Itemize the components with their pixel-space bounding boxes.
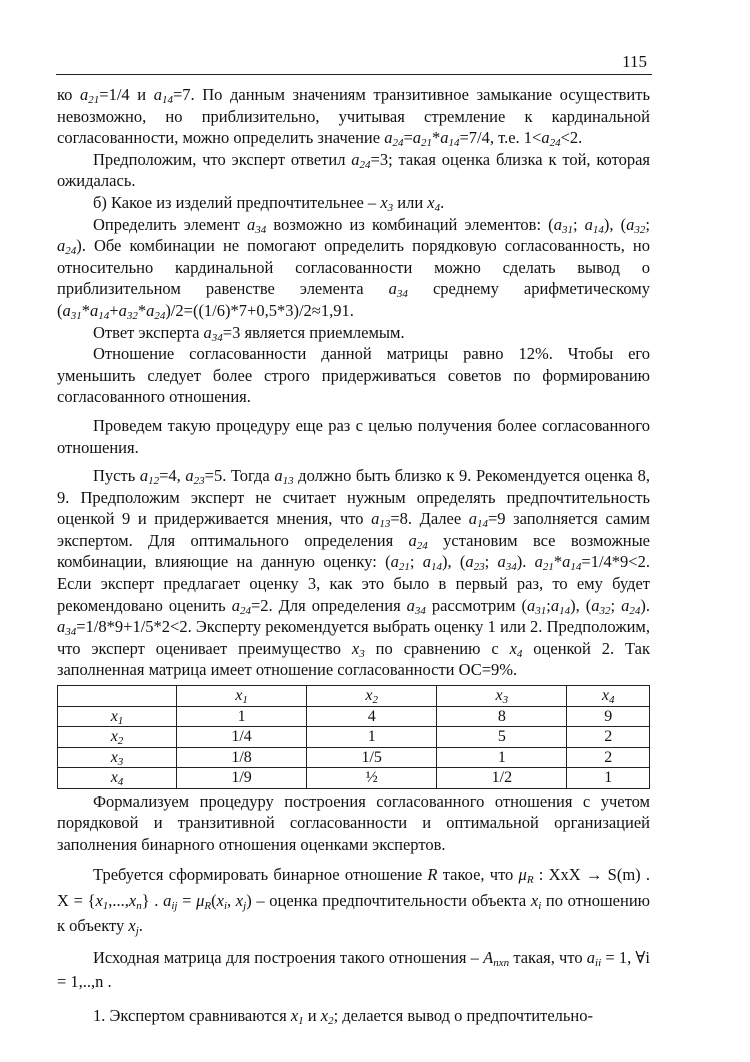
table-cell: 2 — [567, 747, 650, 768]
header-rule — [56, 74, 652, 75]
paragraph: Определить элемент $a_{34}$ возможно из комбинаций элементов: ($a_{31}$; $a_{14}$), ($a_{32}$; $a_{24}$). Обе комбинации не помогают определить порядковую согласованность, но относительно кардинальной согласованности можно сделать вывод о приблизительном равенстве элемента $a_{34}$ среднему арифметическому $(a_{31}*a_{14}+a_{32}*a_{24})/2=((1/6)*7+0,5*3)/2\approx 1,91$. — [57, 214, 650, 322]
paragraph: Формализуем процедуру построения согласованного отношения с учетом порядковой и транзитивной согласованности и оптимальной организацией заполнения бинарного отношения оценками экспертов. — [57, 791, 650, 854]
paragraph: Исходная матрица для построения такого отношения – $A_{nxn}$ такая, что $a_{ii} = 1$, ∀i = 1,..,n . — [57, 947, 650, 991]
paragraph: б) Какое из изделий предпочтительнее – $x_3$ или $x_4$. — [93, 192, 445, 214]
table-cell: 1 — [567, 768, 650, 789]
paragraph: Ответ эксперта $a_{34}=3$ является приемлемым. — [93, 322, 405, 344]
table-row-label: $x_4$ — [58, 768, 177, 789]
paragraph: Проведем такую процедуру еще раз с целью получения более согласованного отношения. — [57, 415, 650, 457]
table-row — [58, 768, 650, 789]
table-cell: 5 — [437, 727, 567, 748]
table-header-cell: $x_3$ — [437, 686, 567, 707]
paragraph: ко $a_{21}=1/4$ и $a_{14}=7$. По данным значениям транзитивное замыкание осуществить невозможно, но приблизительно, учитывая стремление к кардинальной согласованности, можно определить значение $a_{24}=a_{21}*a_{14}=7/4$, т.е. $1<a_{24}<2$. — [57, 85, 650, 150]
table-row — [58, 706, 650, 727]
table-row — [58, 727, 650, 748]
table-header-row — [58, 686, 650, 707]
table-header-cell: $x_2$ — [307, 686, 437, 707]
table-row-label: $x_2$ — [58, 727, 177, 748]
table-cell: 8 — [437, 706, 567, 727]
page-number: 115 — [622, 52, 647, 71]
table-cell: 1 — [177, 706, 307, 727]
page-body — [57, 84, 650, 1026]
table-cell: ½ — [307, 768, 437, 789]
table-row-label: $x_1$ — [58, 706, 177, 727]
table-cell: 1 — [307, 727, 437, 748]
paragraph: Предположим, что эксперт ответил $a_{24}=3$; такая оценка близка к той, которая ожидалась. — [57, 149, 650, 191]
table-cell: 1/4 — [177, 727, 307, 748]
paragraph: 1. Экспертом сравниваются $x_1$ и $x_2$; делается вывод о предпочтительно- — [93, 1005, 593, 1027]
table-cell: 1 — [437, 747, 567, 768]
table-cell: 1/2 — [437, 768, 567, 789]
table-cell: 9 — [567, 706, 650, 727]
table-row-label: $x_3$ — [58, 747, 177, 768]
paragraph: Пусть $a_{12}=4$, $a_{23}=5$. Тогда $a_{13}$ должно быть близко к 9. Рекомендуется оценка 8, 9. Предположим эксперт не считает нужным определять предпочтительность оценкой 9 и придерживается мнения, что $a_{13}=8$. Далее $a_{14}=9$ заполняется самим экспертом. Для оптимального определения $a_{24}$ установим все возможные комбинации, влияющие на данную оценку: ($a_{21}$; $a_{14}$), ($a_{23}$; $a_{34}$). $a_{21}*a_{14}=1/4*9<2$. Если эксперт предлагает оценку 3, как это было в первый раз, то ему будет рекомендовано оценить $a_{24}=2$. Для определения $a_{34}$ рассмотрим $(a_{31};a_{14})$, ($a_{32}$; $a_{24}$). $a_{34}=1/8*9+1/5*2<2$. Эксперту рекомендуется выбрать оценку 1 или 2. Предположим, что эксперт оценивает преимущество $x_3$ по сравнению с $x_4$ оценкой 2. Так заполненная матрица имеет отношение согласованности ОС=9%. — [57, 466, 650, 680]
paragraph: Требуется сформировать бинарное отношение R такое, что $\mu_R$ : XxX → S(m) . $X = \{x_1,...,x_n\}$ . $a_{ij} = \mu_R(x_i$, $x_j$) – оценка предпочтительности объекта $x_i$ по отношению к объекту $x_j$. — [57, 865, 651, 938]
table-header-cell: $x_4$ — [567, 686, 650, 707]
table-row — [58, 747, 650, 768]
table-cell: 1/5 — [307, 747, 437, 768]
table-cell: 1/9 — [177, 768, 307, 789]
table-header-cell: $x_1$ — [177, 686, 307, 707]
paragraph: Отношение согласованности данной матрицы равно 12%. Чтобы его уменьшить следует более строго придерживаться советов по формированию согласованного отношения. — [57, 344, 650, 407]
comparison-matrix-table — [57, 685, 650, 789]
table-cell: 2 — [567, 727, 650, 748]
table-header-cell — [58, 686, 177, 707]
table-cell: 4 — [307, 706, 437, 727]
table-cell: 1/8 — [177, 747, 307, 768]
